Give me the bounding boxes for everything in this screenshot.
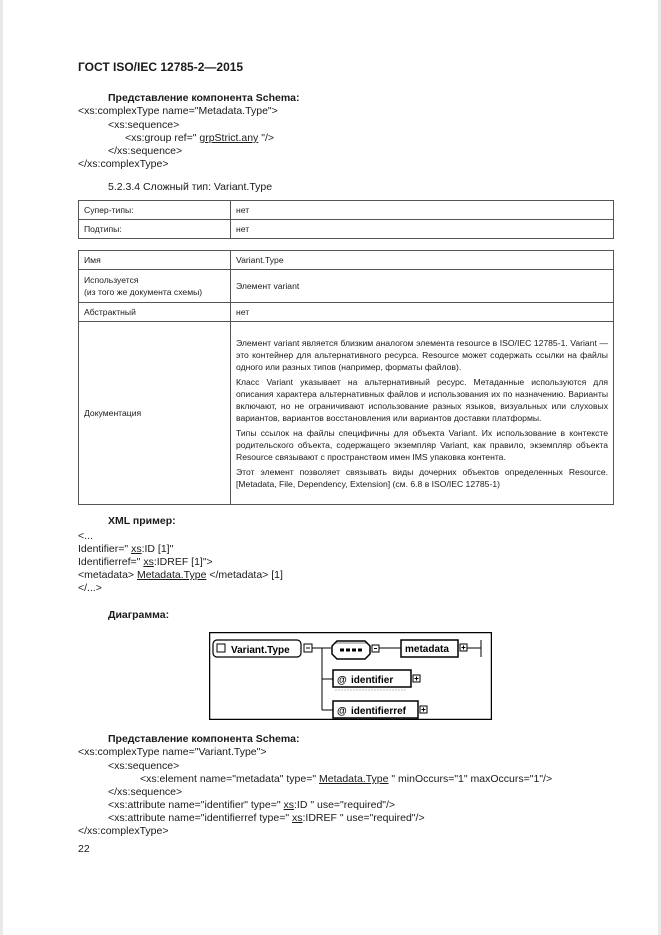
page-number: 22 xyxy=(78,843,90,855)
xs-link[interactable]: xs xyxy=(143,556,154,568)
schema2-attr-line: <xs:attribute name="identifier" type=" xs:ID " use="required"/> xyxy=(108,799,396,811)
table-cell: Абстрактный xyxy=(79,303,231,322)
schema1-line: </xs:sequence> xyxy=(108,145,183,157)
xs-link[interactable]: xs xyxy=(283,799,294,811)
schema1-line: </xs:complexType> xyxy=(78,158,169,170)
table-row xyxy=(79,270,614,303)
types-table xyxy=(78,200,614,239)
section-title: 5.2.3.4 Сложный тип: Variant.Type xyxy=(108,181,273,193)
schema2-attr-line: <xs:attribute name="identifierref type=" xs:IDREF " use="required"/> xyxy=(108,812,425,824)
identifierref-attribute-label: identifierref xyxy=(351,706,407,717)
xs-link[interactable]: xs xyxy=(292,812,303,824)
metadata-type-link[interactable]: Metadata.Type xyxy=(136,569,207,581)
schema1-heading: Представление компонента Schema: xyxy=(108,92,300,104)
schema1-group-line: <xs:group ref=" grpStrict.any "/> xyxy=(125,132,275,144)
document-page xyxy=(3,0,658,935)
standard-header: ГОСТ ISO/IEC 12785-2—2015 xyxy=(78,60,244,74)
type-icon xyxy=(217,644,225,652)
documentation-cell xyxy=(231,322,614,505)
table-cell: Используется (из того же документа схемы) xyxy=(79,270,231,303)
sequence-compositor-icon[interactable] xyxy=(332,641,370,659)
table-row xyxy=(79,201,614,220)
xml-line: <... xyxy=(78,530,93,542)
table-cell: Супер-типы: xyxy=(79,201,231,220)
xml-identifier-line: Identifier=" xs:ID [1]" xyxy=(78,543,174,555)
table-cell: нет xyxy=(231,303,614,322)
schema-diagram xyxy=(209,632,492,720)
doc-paragraph: Этот элемент позволяет связывать виды дочерних объектов определенных Resource. [Metadata, File, Dependency, Extension] (см. 6.8 в ISO/IEC 12785-1) xyxy=(236,466,608,489)
schema1-line: <xs:sequence> xyxy=(108,119,180,131)
schema2-line: <xs:complexType name="Variant.Type"> xyxy=(78,746,267,758)
schema2-line: </xs:complexType> xyxy=(78,825,169,837)
table-row xyxy=(79,303,614,322)
variant-type-label: Variant.Type xyxy=(231,645,290,656)
grpstrict-link[interactable]: grpStrict.any xyxy=(199,132,259,144)
xml-line: </...> xyxy=(78,582,102,594)
table-cell: Документация xyxy=(79,322,231,505)
doc-paragraph: Элемент variant является близким аналогом элемента resource в ISO/IEC 12785-1. Variant — это контейнер для альтернативного ресурса. Resource может содержать ссылки на файлы одного или разных типов (например, форматы файлов). xyxy=(236,337,608,372)
schema2-heading: Представление компонента Schema: xyxy=(108,733,300,745)
properties-table xyxy=(78,250,614,505)
xml-identifierref-line: Identifierref=" xs:IDREF [1]"> xyxy=(78,556,213,568)
schema1-line: <xs:complexType name="Metadata.Type"> xyxy=(78,105,278,117)
table-cell: нет xyxy=(231,201,614,220)
table-cell: нет xyxy=(231,220,614,239)
schema2-element-line: <xs:element name="metadata" type=" Metadata.Type " minOccurs="1" maxOccurs="1"/> xyxy=(140,773,553,785)
table-cell: Имя xyxy=(79,251,231,270)
xml-example-heading: XML пример: xyxy=(108,515,176,527)
table-row xyxy=(79,251,614,270)
xs-link[interactable]: xs xyxy=(131,543,142,555)
metadata-type-link[interactable]: Metadata.Type xyxy=(319,773,389,785)
diagram-heading: Диаграмма: xyxy=(108,609,170,621)
schema2-line: </xs:sequence> xyxy=(108,786,183,798)
doc-paragraph: Класс Variant указывает на альтернативный ресурс. Метаданные используются для описания характера альтернативных файлов и использования их по назначению. Варианты включают, но не ограничивают использование разных языков, визуальных или слуховых вариантов, вариантов восстановления или вариантов доставки платформы. xyxy=(236,376,608,423)
table-row xyxy=(79,322,614,505)
xml-metadata-line: <metadata> Metadata.Type </metadata> [1] xyxy=(78,569,283,581)
schema2-line: <xs:sequence> xyxy=(108,760,180,772)
identifier-attribute-label: identifier xyxy=(351,675,394,686)
attribute-icon: @ xyxy=(337,706,347,717)
metadata-element-label: metadata xyxy=(405,644,449,655)
doc-paragraph: Типы ссылок на файлы специфичны для объекта Variant. Их использование в контексте родительского объекта, содержащего экземпляр Variant, как правило, экземпляр объекта Resource связывают с пространством имен IMS упаковка контента. xyxy=(236,427,608,462)
table-cell: Подтипы: xyxy=(79,220,231,239)
table-cell: Variant.Type xyxy=(231,251,614,270)
table-cell: Элемент variant xyxy=(231,270,614,303)
attribute-icon: @ xyxy=(337,675,347,686)
table-row xyxy=(79,220,614,239)
